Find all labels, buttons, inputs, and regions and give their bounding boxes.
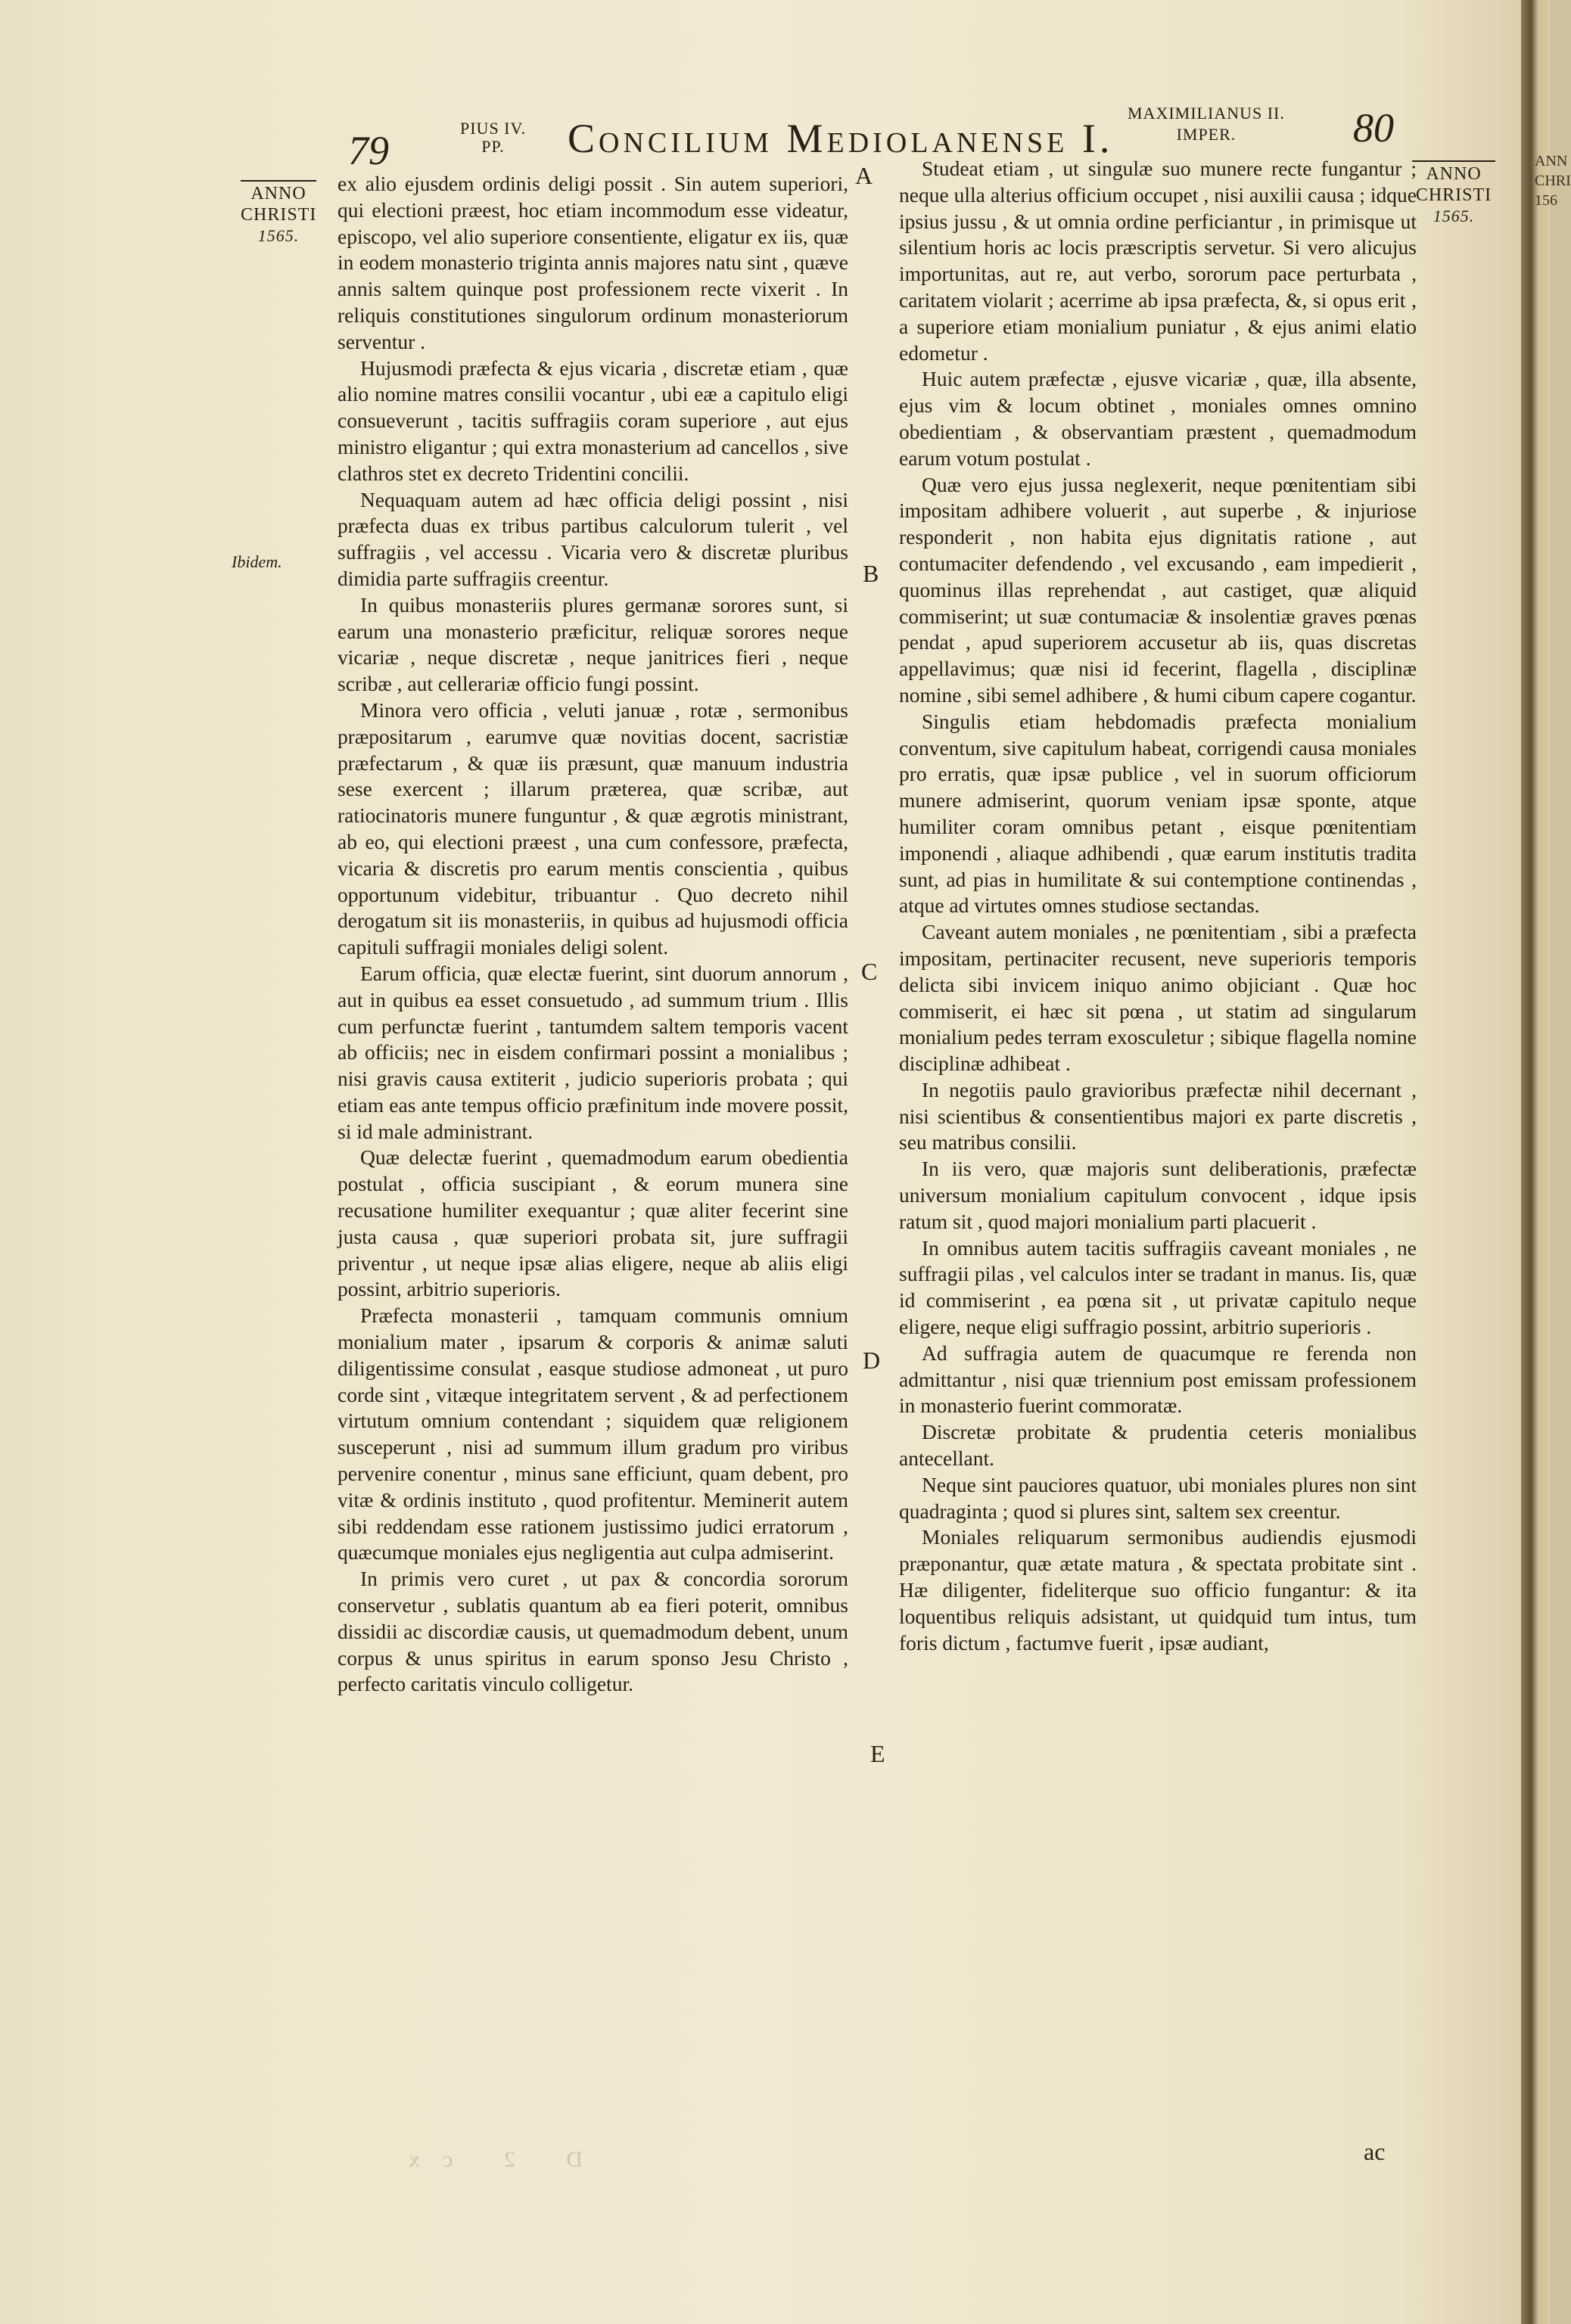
right-text-column <box>899 156 1417 1656</box>
paragraph: Nequaquam autem ad hæc officia deligi possint , nisi præfecta duas ex tribus partibus calculorum tulerit , vel suffragiis , vel accessu . Vicaria vero & discretæ pluribus dimidia parte suffragiis creentur. <box>338 487 848 590</box>
running-title: Concilium Mediolanense I. <box>568 116 1114 161</box>
paragraph: Singulis etiam hebdomadis præfecta monialium conventum, sive capitulum habeat, corrigendi causa moniales pro erratis, quæ ipsæ publice , vel in suorum officiorum munere admiserint, quorum veniam ipsæ sponte, atque humiliter coram omnibus petant , eisque pœnitentiam imponendi , aliaque adhibendi , quæ earum institutis tradita sunt, ad pias in humilitate & sui contemptione continendas , atque ad virtutes omnes studiose sectandas. <box>899 709 1417 918</box>
emperor-title: IMPER. <box>1176 125 1237 144</box>
paragraph: Præfecta monasterii , tamquam communis omnium monialium mater , ipsarum & corporis & animæ saluti diligentissime consulat , easque studiose admoneat , ut puro corde sint , vitæque integritatem servent , & ad perfectionem virtutum omnium contendant ; siquidem quæ religionem susceperunt , nisi ad summum illum gradum pro viribus pervenire conentur , minus sane efficiunt, quam debent, pro vitæ & ordinis instituto , quod profitentur. Meminerit autem sibi reddendam esse rationem justissimo judici erratorum , quæcumque moniales ejus negligentia aut culpa admiserint. <box>338 1303 848 1564</box>
paragraph: Minora vero officia , veluti januæ , rotæ , sermonibus præpositarum , earumve quæ novitias docent, sacristiæ præfectarum , & quæ iis præsunt, quæ manuum industria sese exercent ; illarum præterea, quæ scribæ, aut ratiocinatoris munere funguntur , & quæ ægrotis ministrant, ab eo, qui electioni præest , una cum confessore, præfecta, vicaria & discretis pro earum mentis conscientia , quibus opportunum videbitur, tribuantur . Quo decreto nihil derogatum sit iis monasteriis, in quibus ad hujusmodi officia capituli suffragii moniales deligi solent. <box>338 698 848 959</box>
anno-word: ANNO <box>1426 164 1482 184</box>
paragraph: In negotiis paulo gravioribus præfectæ nihil decernant , nisi scientibus & consentientibus majori ex parte discretis , seu matribus consilii. <box>899 1077 1417 1154</box>
paragraph: Caveant autem moniales , ne pœnitentiam , sibi a præfecta impositam, pertinaciter recusent, neve superioris temporis delicta sibi invicem iniquo animo objiciant . Quæ hoc commiserit, ei hæc sit pœna , ut statim ad singularum monialium pedes terram exosculetur ; sibique flagella nomine disciplinæ adhibeat . <box>899 920 1417 1076</box>
catchword: ac <box>1364 2138 1386 2165</box>
section-letter-c: C <box>861 958 878 985</box>
paragraph: Ad suffragia autem de quacumque re ferenda non admittantur , nisi quæ triennium post emissam professionem in monasterio fuerint commoratæ. <box>899 1341 1417 1418</box>
page-number-right: 80 <box>1353 105 1394 151</box>
paragraph: In iis vero, quæ majoris sunt deliberationis, præfectæ universum monialium capitulum convocent , idque ipsis ratum sit , quod majori monialium parti placuerit . <box>899 1157 1417 1233</box>
christi-word: CHRISTI <box>1415 185 1492 205</box>
anno-year: 1565. <box>257 226 300 245</box>
pope-name: PIUS IV. <box>460 119 527 138</box>
paragraph: Hujusmodi præfecta & ejus vicaria , discretæ etiam , quæ alio nomine matres consilii vocantur , ubi eæ a capitulo eligi consueverunt , tacitis suffragiis coram superiore , aut ejus ministro eligantur ; qui extra monasterium ad cancellos , sive clathros stet ex decreto Tridentini concilii. <box>338 356 848 485</box>
ibidem-note: Ibidem. <box>232 552 282 571</box>
paragraph: In quibus monasteriis plures germanæ sorores sunt, si earum una monasterio præficitur, reliquæ sorores neque vicariæ , neque discretæ , neque janitrices fieri , neque scribæ , aut cellerariæ officio fungi possint. <box>338 592 848 696</box>
paragraph: Discretæ probitate & prudentia ceteris monialibus antecellant. <box>899 1420 1417 1471</box>
paragraph: Huic autem præfectæ , ejusve vicariæ , quæ, illa absente, ejus vim & locum obtinet , moniales omnes omnino obedientiam , & observantiam præstent , quemadmodum earum votum postulat . <box>899 367 1417 470</box>
pope-title: PP. <box>481 137 505 156</box>
emperor-name: MAXIMILIANUS II. <box>1128 104 1285 123</box>
sliver-line: ANN <box>1535 153 1568 169</box>
paragraph: Moniales reliquarum sermonibus audiendis ejusmodi præponantur, quæ ætate matura , & spectata probitate sint . Hæ diligenter, fideliterque suo officio fungantur: & ita loquentibus reliquis adsistant, ut quidquid tum intus, tum foris dictum , factumve fuerit , ipsæ audiant, <box>899 1525 1417 1654</box>
pope-running-head <box>460 120 526 156</box>
section-letter-e: E <box>870 1740 885 1767</box>
anno-rule <box>1412 160 1495 162</box>
paragraph: Earum officia, quæ electæ fuerint, sint duorum annorum , aut in quibus ea esset consuetudo , ad summum trium . Illis cum perfunctæ fuerint , tantumdem saltem temporis vacent ab officiis; nec in eisdem confirmari possint a monialibus ; nisi gravis causa extiterit , judicio superioris probata ; qui etiam eas ante tempus officio præfinitum inde movere possit, si id male administrant. <box>338 961 848 1143</box>
anno-christi-left <box>241 180 316 247</box>
paragraph: ex alio ejusdem ordinis deligi possit . Sin autem superiori, qui electioni præest, hoc etiam incommodum esse videatur, episcopo, vel alio superiore consentiente, eligatur ex iis, quæ in eodem monasterio triginta annis majores natu sint , quæve annis saltem quinque post professionem recte vixerit . In reliquis constitutiones singulorum ordinum monasteriorum serventur . <box>338 172 848 353</box>
emperor-running-head <box>1128 103 1285 145</box>
section-letter-a: A <box>855 162 873 189</box>
paragraph: Studeat etiam , ut singulæ suo munere recte fungantur ; neque ulla alterius officium occupet , nisi auxilii causa ; idque ipsius jussu , & ut omnia ordine perficiantur , in primisque ut silentium horis ac locis præscriptis servetur. Si vero alicujus importunitas, aut re, aut verbo, sororum pace perturbata , caritatem violarit ; acerrime ab ipsa præfecta, &, si opus erit , a superiore etiam monialium puniatur , & ejus animi elatio edometur . <box>899 157 1417 365</box>
paragraph: Quæ vero ejus jussa neglexerit, neque pœnitentiam sibi impositam adhibere voluerit , aut superbe , & injuriose responderit , non habita ejus dignitatis ratione , aut contumaciter defendendo , vel excusando , eam impedierit , quominus illas reprehendat , aut castiget, quæ aliquid commiserint; ut suæ contumaciæ & insolentiæ graves pœnas pendat , apud superiorem accusetur ab iis, quas discretas appellavimus; quæ nisi id fecerint, flagella , disciplinæ nomine , sibi semel adhibere , & humi cibum capere cogantur. <box>899 472 1417 707</box>
section-letter-b: B <box>863 560 879 587</box>
anno-rule <box>241 180 316 182</box>
anno-year: 1565. <box>1433 207 1475 225</box>
page-number-left: 79 <box>348 128 389 173</box>
christi-word: CHRISTI <box>241 205 317 225</box>
next-page-sliver <box>1535 151 1571 348</box>
paragraph: Neque sint pauciores quatuor, ubi moniales plures non sint quadraginta ; quod si plures sint, saltem sex creentur. <box>899 1472 1417 1523</box>
left-text-column <box>338 171 848 1698</box>
paragraph: In omnibus autem tacitis suffragiis caveant moniales , ne suffragii pilas , vel calculos inter se tradant in manus. Iis, quæ id commiserint , ea pœna sit , ut privatæ capitulo neque eligere, neque eligi suffragio possint, arbitrio superioris . <box>899 1235 1417 1339</box>
sliver-line: CHRI <box>1535 172 1571 189</box>
paragraph: In primis vero curet , ut pax & concordia sororum conservetur , sublatis quantum ab ea fieri poterit, omnibus dissidii ac discordiæ causis, ut quemadmodum debent, unum corpus & unus spiritus in earum sponso Jesu Christo , perfecto caritatis vinculo colligetur. <box>338 1567 848 1696</box>
sliver-line: 156 <box>1535 192 1557 209</box>
paragraph: Quæ delectæ fuerint , quemadmodum earum obedientia postulat , officia suscipiant , & eorum munera sine recusatione humiliter exequantur ; quæ aliter fecerint sine justa causa , quæ superiori probata sit, jure suffragii priventur , ut neque ipsæ alias eligere, neque ab aliis eligi possint, arbitrio superioris. <box>338 1145 848 1301</box>
section-letter-d: D <box>863 1347 881 1374</box>
anno-word: ANNO <box>250 184 306 204</box>
bleed-through-text: D 2 cx <box>386 2147 583 2172</box>
anno-christi-right <box>1412 160 1495 227</box>
